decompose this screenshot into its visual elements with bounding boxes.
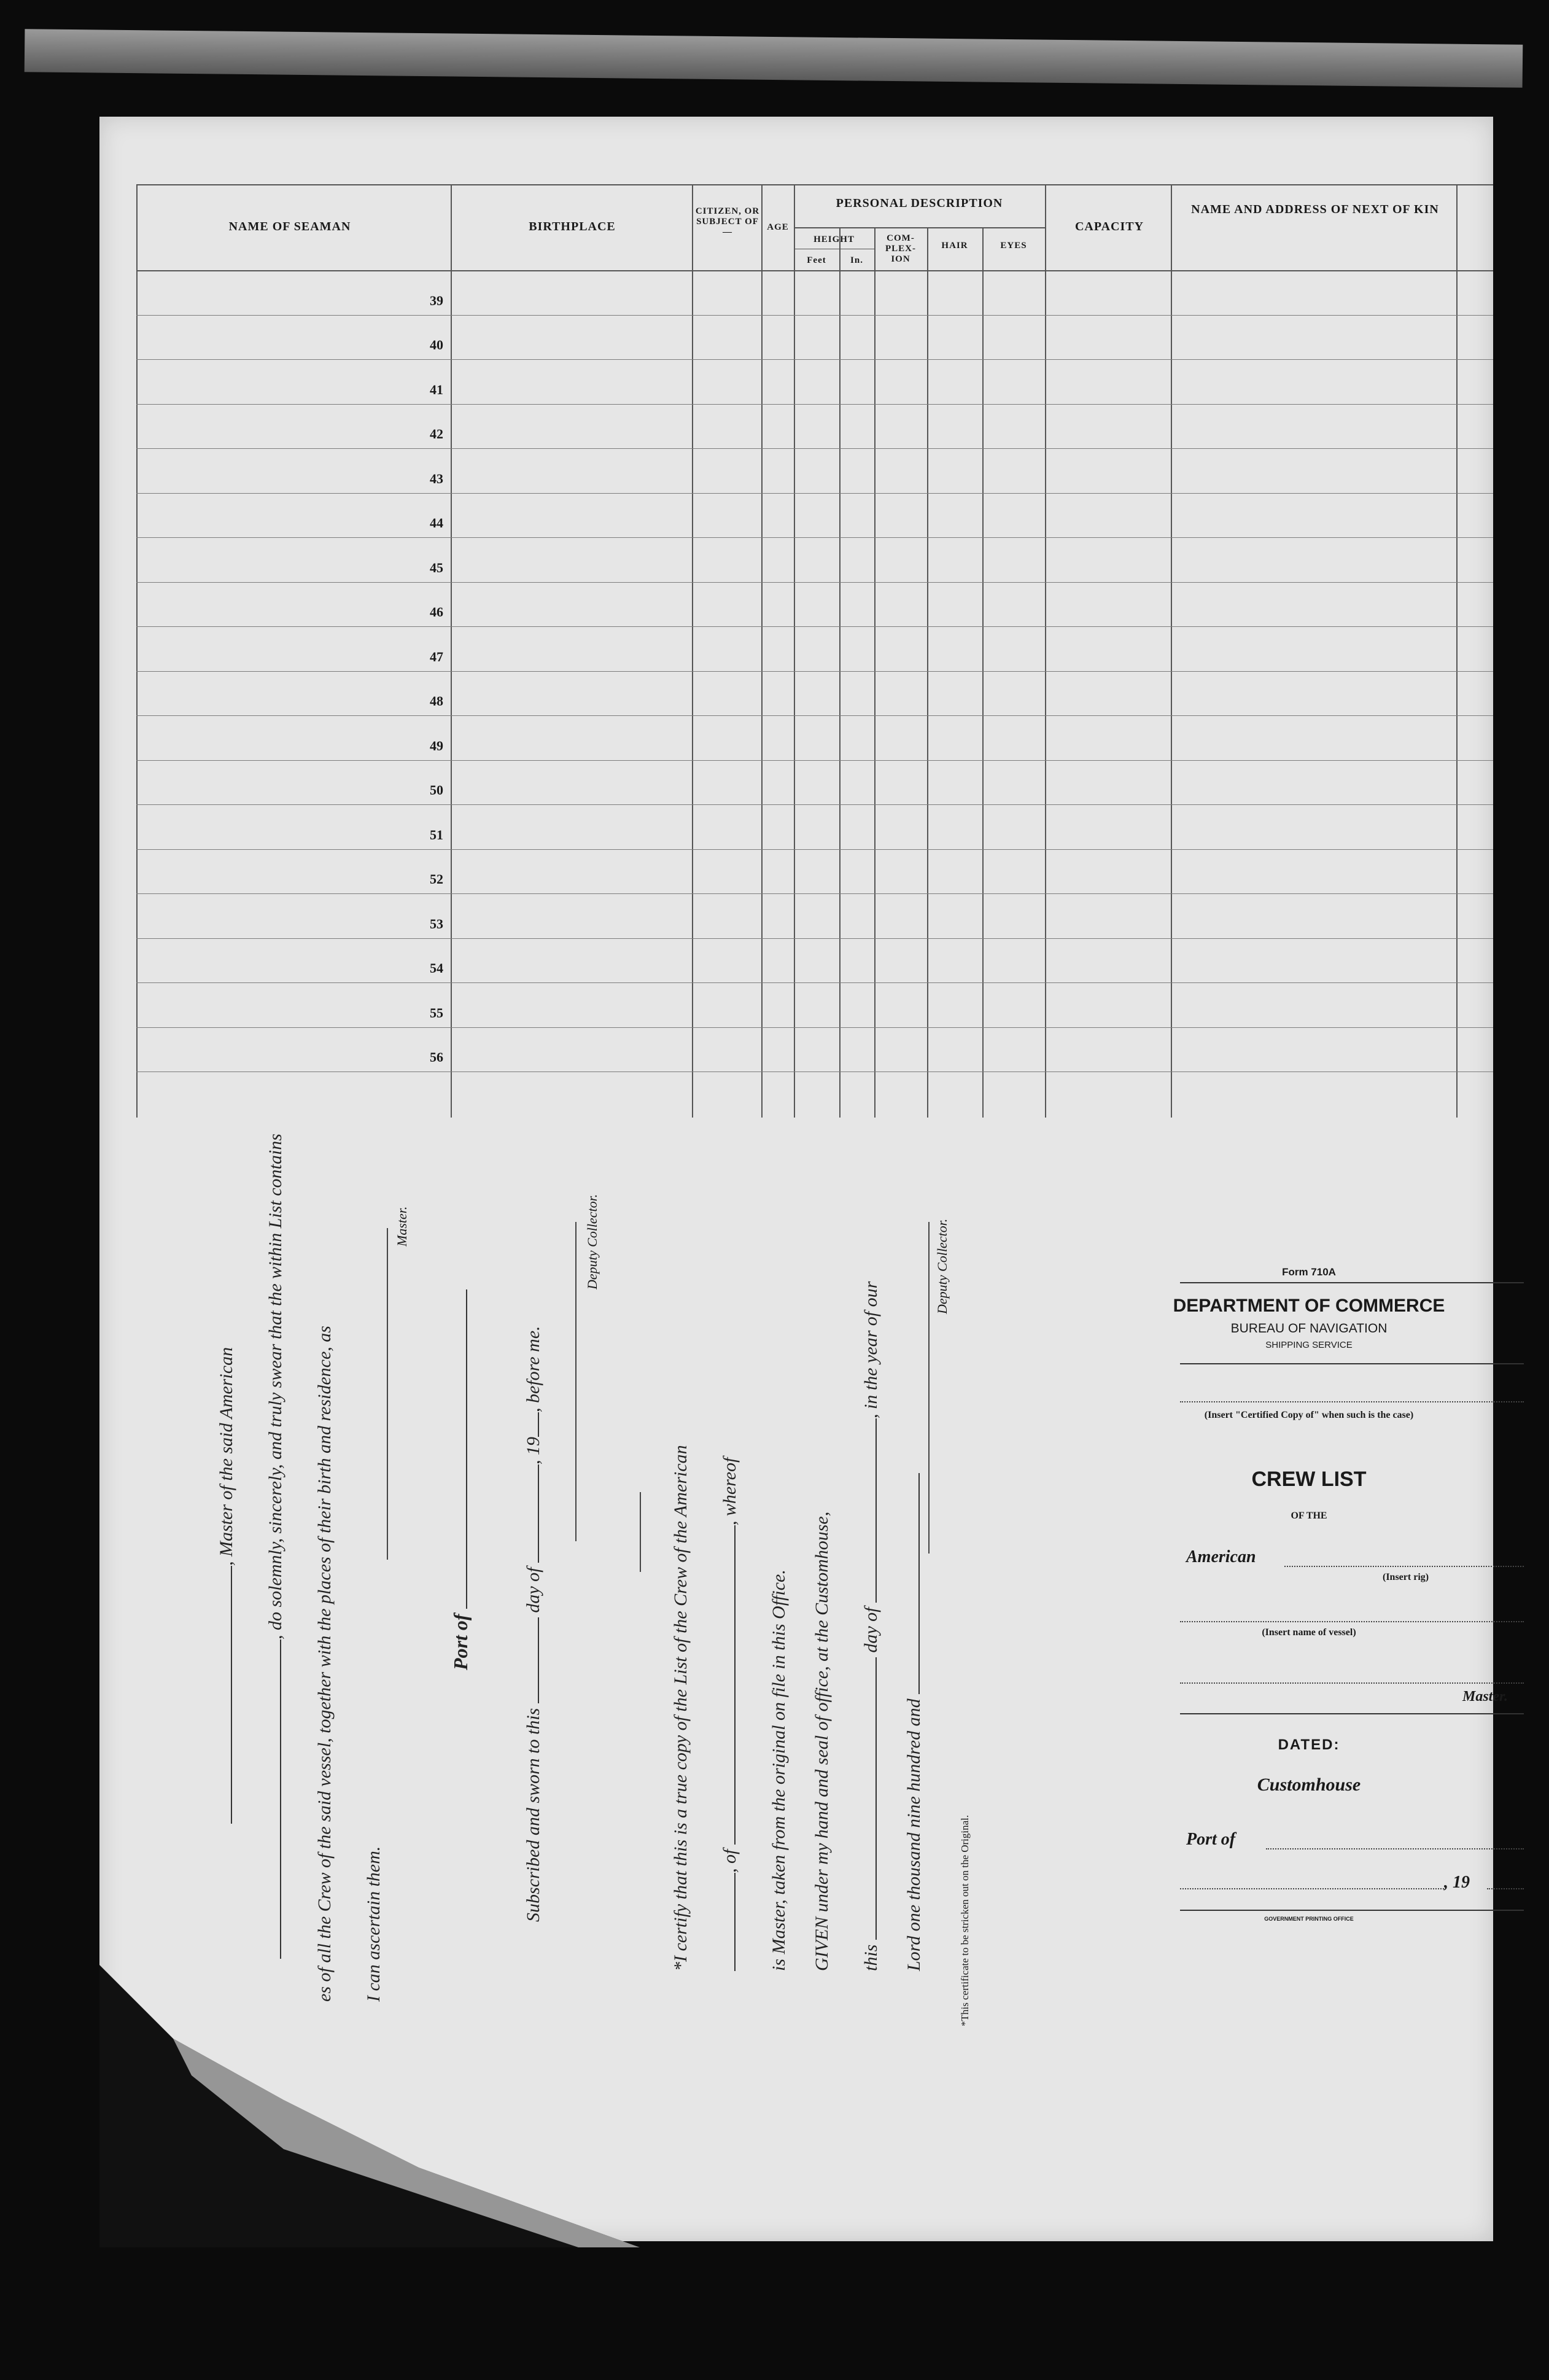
top-edge-strip (25, 29, 1523, 88)
table-row (136, 1027, 1493, 1028)
deputy-collector-label-2: Deputy Collector. (934, 1218, 950, 1314)
cover-rule (1180, 1363, 1524, 1364)
certify-line-3: is Master, taken from the original on file in this Office. (769, 1569, 789, 1971)
row-number: 43 (430, 470, 443, 486)
insert-certified-note: (Insert "Certified Copy of" when such is the case) (1204, 1410, 1414, 1420)
folded-corner (99, 1965, 640, 2247)
row-number: 45 (430, 559, 443, 575)
insert-vessel-label: (Insert name of vessel) (1262, 1627, 1356, 1638)
certified-copy-field[interactable] (1180, 1401, 1524, 1402)
col-line (451, 184, 452, 1118)
customhouse-label: Customhouse (1257, 1775, 1361, 1795)
american-label: American (1186, 1547, 1256, 1566)
row-number: 49 (430, 737, 443, 753)
row-number: 53 (430, 916, 443, 931)
printer-imprint: GOVERNMENT PRINTING OFFICE (1264, 1916, 1354, 1922)
table-row (136, 448, 1493, 449)
row-number: 48 (430, 693, 443, 709)
row-number: 54 (430, 960, 443, 976)
table-row (136, 804, 1493, 805)
crew-list-sheet (99, 117, 1508, 2241)
col-line (761, 184, 763, 1118)
table-row (136, 760, 1493, 761)
row-number: 41 (430, 381, 443, 397)
divider-short (640, 1492, 641, 1572)
department-title: DEPARTMENT OF COMMERCE (1173, 1296, 1445, 1316)
table-row (136, 982, 1493, 983)
deputy-signature-line-2 (928, 1222, 930, 1554)
master-signature-line (387, 1228, 388, 1560)
crew-table (99, 184, 1493, 1118)
table-row (136, 893, 1493, 894)
table-row (136, 493, 1493, 494)
cover-panel (1082, 1265, 1536, 2143)
header-age: AGE (767, 222, 789, 232)
col-line (136, 184, 138, 1118)
table-row (136, 537, 1493, 538)
oath-line-4: I can ascertain them. (363, 1846, 384, 2002)
col-line (927, 227, 928, 1118)
port-of-label: Port of (449, 1289, 472, 1670)
rig-field[interactable] (1284, 1566, 1524, 1567)
table-row (136, 1071, 1493, 1072)
table-row (136, 315, 1493, 316)
row-number: 52 (430, 871, 443, 887)
col-line (1045, 184, 1046, 1118)
table-row (136, 849, 1493, 850)
bureau-title: BUREAU OF NAVIGATION (1230, 1321, 1388, 1336)
certify-line-2: , of , whereof (720, 1458, 740, 1971)
header-personal-description: PERSONAL DESCRIPTION (836, 196, 1003, 210)
crew-list-title: CREW LIST (1251, 1468, 1367, 1491)
table-row (136, 582, 1493, 583)
row-number: 39 (430, 292, 443, 308)
vessel-name-field[interactable] (1180, 1621, 1524, 1622)
header-feet: Feet (807, 255, 826, 265)
cover-rule (1180, 1713, 1524, 1714)
subscribed-line: Subscribed and sworn to this day of , 19, before me. (523, 1326, 543, 1922)
row-number: 50 (430, 782, 443, 798)
row-number: 47 (430, 648, 443, 664)
row-number: 40 (430, 337, 443, 352)
table-header-rule (136, 270, 1493, 271)
master-label: Master. (394, 1206, 410, 1246)
col-line (794, 184, 795, 1118)
table-row (136, 359, 1493, 360)
table-row (136, 938, 1493, 939)
master-field[interactable] (1180, 1682, 1524, 1684)
cover-master-label: Master. (1462, 1689, 1508, 1705)
port-field[interactable] (1266, 1848, 1524, 1849)
given-line-3: Lord one thousand nine hundred and (904, 1473, 925, 1971)
row-number: 55 (430, 1005, 443, 1021)
row-number: 56 (430, 1049, 443, 1065)
header-citizen: CITIZEN, OR SUBJECT OF— (695, 206, 760, 237)
service-title: SHIPPING SERVICE (1265, 1340, 1353, 1350)
col-line (1171, 184, 1172, 1118)
footnote: *This certificate to be stricken out on the Original. (959, 1814, 971, 2026)
insert-rig-label: (Insert rig) (1383, 1572, 1429, 1582)
row-number: 44 (430, 515, 443, 531)
deputy-signature-line-1 (575, 1222, 577, 1541)
oath-line-2: , do solemnly, sincerely, and truly swear that the within List contains (265, 1134, 286, 1959)
header-height: HEIGHT (813, 235, 855, 244)
row-number: 46 (430, 604, 443, 620)
table-row (136, 404, 1493, 405)
cover-rule (1180, 1282, 1524, 1283)
row-number: 51 (430, 826, 443, 842)
col-line (1456, 184, 1458, 1118)
header-hair: HAIR (941, 241, 968, 251)
header-birthplace: BIRTHPLACE (529, 220, 616, 233)
table-row (136, 626, 1493, 627)
oath-line-1: , Master of the said American (216, 1347, 237, 1824)
table-row (136, 671, 1493, 672)
cover-port-of-label: Port of (1186, 1830, 1236, 1849)
header-name-of-seaman: NAME OF SEAMAN (228, 220, 351, 233)
year-field[interactable] (1487, 1888, 1524, 1889)
form-number: Form 710A (1282, 1266, 1336, 1278)
oath-line-3: es of all the Crew of the said vessel, together with the places of their birth and residence, as (314, 1326, 335, 2002)
of-the-label: OF THE (1291, 1511, 1327, 1521)
col-line (982, 227, 984, 1118)
table-row (136, 715, 1493, 716)
col-line (692, 184, 693, 1118)
table-top-rule (136, 184, 1493, 185)
certify-line-1: *I certify that this is a true copy of the List of the Crew of the American (670, 1445, 691, 1971)
cover-rule (1180, 1910, 1524, 1911)
year-label: , 19 (1444, 1873, 1470, 1892)
header-inches: In. (850, 255, 863, 265)
personal-desc-rule (794, 227, 1045, 228)
header-next-of-kin: NAME AND ADDRESS OF NEXT OF KIN (1191, 203, 1439, 216)
header-capacity: CAPACITY (1074, 220, 1144, 233)
given-line-1: GIVEN under my hand and seal of office, at the Customhouse, (812, 1511, 832, 1971)
header-complexion: COM-PLEX-ION (885, 233, 916, 264)
dated-label: DATED: (1278, 1736, 1340, 1753)
col-line (839, 227, 840, 1118)
given-line-2: this day of , in the year of our (861, 1281, 881, 1971)
col-line (874, 227, 875, 1118)
row-number: 42 (430, 426, 443, 441)
date-field[interactable] (1180, 1888, 1444, 1889)
deputy-collector-label-1: Deputy Collector. (584, 1194, 600, 1289)
header-eyes: EYES (1000, 241, 1027, 251)
